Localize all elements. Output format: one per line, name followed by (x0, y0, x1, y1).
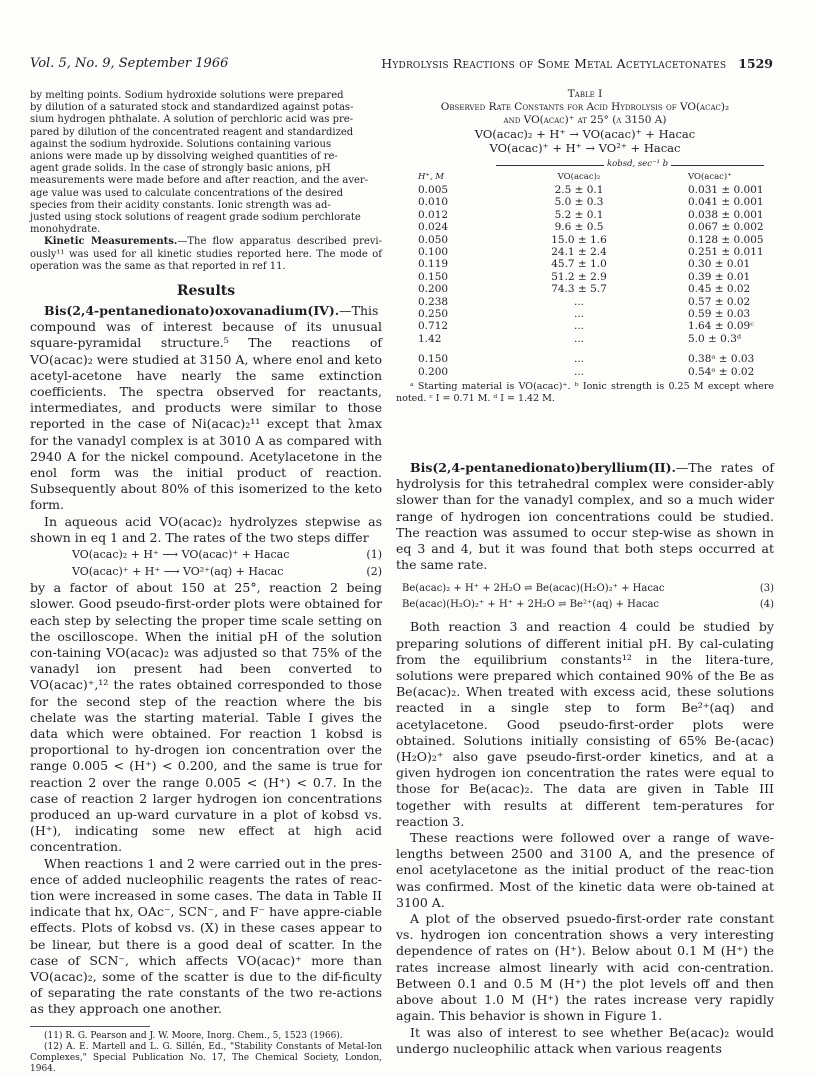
cell-b: 0.038 ± 0.001 (688, 208, 764, 221)
left-column (30, 90, 382, 1075)
table-label: Table I (567, 88, 603, 100)
table-row (396, 184, 774, 196)
kinetic-paragraph (30, 236, 382, 273)
cell-h: 0.119 (418, 258, 449, 271)
equation-text: VO(acac)₂ + H⁺ ⟶ VO(acac)⁺ + Hacac (72, 548, 290, 562)
beryllium-text: —The rates of hydrolysis for this tetrahedral complex were consider-ably slower than for the vanadyl complex, and so a much wider range of hydrogen ion concentrations could be studied. The reaction was assumed to occur step-wise as shown in eq 3 and 4, but it was found that both steps occurred at the same rate. (396, 460, 774, 573)
cell-a: ... (573, 295, 584, 308)
equation-text: VO(acac)⁺ + H⁺ ⟶ VO²⁺(aq) + Hacac (72, 565, 284, 579)
rate-table (396, 171, 774, 378)
cell-a: ... (573, 308, 584, 321)
cell-a: 2.5 ± 0.1 (554, 184, 604, 196)
col-header-h: H⁺, M (418, 172, 445, 182)
cell-a: 45.7 ± 1.0 (551, 258, 607, 271)
spacer-cell (396, 345, 774, 353)
cell-a: 74.3 ± 5.7 (551, 283, 607, 296)
equation-4 (396, 597, 774, 613)
table-header-row (396, 171, 774, 184)
footnote-rule (30, 1026, 150, 1027)
table-row (396, 308, 774, 320)
rate-factor-paragraph: by a factor of about 150 at 25°, reaction 2 being slower. Good pseudo-first-order plots were obtained for each step by selecting the proper time scale setting on the oscilloscope. When the initial pH of the solution con-taining VO(acac)₂ was adjusted so that 75% of the vanadyl ion present had been converted to VO(acac)⁺,¹² the rates obtained corresponded to those for the second step of the reaction where the bis chelate was the starting material. Table I gives the data which were obtained. For reaction 1 kobsd is proportional to hy-drogen ion concentration over the range 0.005 < (H⁺) < 0.200, and the same is true for reaction 2 over the range 0.005 < (H⁺) < 0.7. In the case of reaction 2 larger hydrogen ion concentrations produced an up-ward curvature in a plot of kobsd vs. (H⁺), indicating some new effect at high acid concentration. (30, 580, 382, 855)
col-header-vo-acac: VO(acac)⁺ (688, 172, 732, 182)
cell-h: 0.050 (418, 233, 449, 246)
table-caption-line-1: Observed Rate Constants for Acid Hydrolysis of VO(acac)₂ (440, 101, 730, 113)
table-spacer-row (396, 345, 774, 353)
cell-h: 0.712 (418, 320, 449, 333)
cell-b: 0.128 ± 0.005 (688, 233, 764, 246)
equation-text: Be(acac)₂ + H⁺ + 2H₂O ⇌ Be(acac)(H₂O)₂⁺ + Hacac (402, 583, 665, 595)
cell-b: 0.57 ± 0.02 (688, 295, 751, 308)
cell-h: 0.005 (418, 184, 449, 196)
cell-b: 0.59 ± 0.03 (688, 308, 751, 321)
wavelength-paragraph: These reactions were followed over a range of wave-lengths between 2500 and 3100 A, and the presence of enol acetylacetone as the initial product of the reac-tion was confirmed. Most of the kinetic data were ob-tained at 3100 A. (396, 830, 774, 910)
results-heading: Results (176, 283, 236, 300)
cell-b: 1.64 ± 0.09ᶜ (688, 320, 754, 333)
cell-h: 1.42 (418, 332, 442, 345)
methods-line: by melting points. Sodium hydroxide solutions were prepared (30, 90, 344, 101)
cell-h: 0.010 (418, 196, 449, 209)
running-header (381, 56, 773, 71)
kobsd-spanner (396, 159, 774, 171)
cell-a: ... (573, 320, 584, 333)
table-row (396, 234, 774, 246)
cell-b: 5.0 ± 0.3ᵈ (688, 332, 742, 345)
table-row (396, 333, 774, 345)
methods-line: pared by dilution of the concentrated reagent and standardized (30, 126, 354, 138)
cell-a: 51.2 ± 2.9 (551, 270, 607, 283)
vanadium-heading: Bis(2,4-pentanedionato)oxovanadium(IV). (44, 303, 340, 319)
table-row (396, 296, 774, 308)
table-row (396, 221, 774, 233)
nucleophile-paragraph: When reactions 1 and 2 were carried out in the pres-ence of added nucleophilic reagents the rates of reac-tion were increased in some cases. The data in Table II indicate that hx, OAc⁻, SCN⁻, and F⁻ have appre-ciable effects. Plots of kobsd vs. (X) in these cases appear to be linear, but there is a good deal of scatter. In the case of SCN⁻, which affects VO(acac)⁺ more than VO(acac)₂, some of the scatter is due to the dif-ficulty of separating the rate constants of the two re-actions as they approach one another. (30, 855, 382, 1017)
methods-line: by dilution of a saturated stock and standardized against potas- (30, 102, 354, 114)
cell-a: ... (573, 353, 584, 366)
table-reaction-1: VO(acac)₂ + H⁺ → VO(acac)⁺ + Hacac (474, 127, 696, 141)
right-column (396, 460, 774, 1057)
cell-a: ... (573, 332, 584, 345)
table-row (396, 196, 774, 208)
table-row (396, 246, 774, 258)
equation-1 (30, 546, 382, 563)
kinetic-text: —The flow apparatus described previ-ously¹¹ was used for all kinetic studies reported here. The mode of operation was the same as that reported in ref 11. (30, 236, 382, 272)
beryllium-paragraph (396, 460, 774, 573)
footnote-12: (12) A. E. Martell and L. G. Sillén, Ed., "Stability Constants of Metal-Ion Complexes," Special Publication No. 17, The Chemical Society, London, 1964. (30, 1041, 382, 1074)
methods-line: anions were made up by dissolving weighed quantities of re- (30, 151, 338, 163)
table-row (396, 320, 774, 332)
cell-b: 0.30 ± 0.01 (688, 258, 751, 271)
equation-spacer (396, 573, 774, 581)
cell-a: 24.1 ± 2.4 (551, 246, 607, 259)
cell-a: 9.6 ± 0.5 (554, 221, 604, 234)
cell-b: 0.031 ± 0.001 (688, 184, 764, 196)
methods-line: against the sodium hydroxide. Solutions containing various (30, 138, 332, 150)
cell-h: 0.150 (418, 270, 449, 283)
equation-2 (30, 563, 382, 580)
nucleophilic-attack-paragraph: It was also of interest to see whether Be(acac)₂ would undergo nucleophilic attack when various reagents (396, 1024, 774, 1056)
hydrolysis-paragraph: In aqueous acid VO(acac)₂ hydrolyzes stepwise as shown in eq 1 and 2. The rates of the two steps differ (30, 513, 382, 545)
kinetic-heading: Kinetic Measurements. (44, 236, 178, 248)
cell-h: 0.012 (418, 208, 449, 221)
methods-line: agent grade solids. In the case of strongly basic anions, pH (30, 163, 331, 175)
cell-h: 0.238 (418, 295, 449, 308)
methods-line: monohydrate. (30, 224, 101, 236)
equation-text: Be(acac)(H₂O)₂⁺ + H⁺ + 2H₂O ⇌ Be²⁺(aq) + Hacac (402, 599, 660, 611)
cell-a: ... (573, 365, 584, 378)
table-1 (396, 88, 774, 405)
table-row (396, 283, 774, 295)
table-row (396, 366, 774, 378)
methods-line: measurements were made before and after reaction, and the aver- (30, 175, 369, 187)
table-row (396, 258, 774, 270)
methods-paragraph (30, 90, 382, 236)
cell-b: 0.54ᵃ ± 0.02 (688, 365, 755, 378)
cell-h: 0.024 (418, 221, 449, 234)
footnote-11: (11) R. G. Pearson and J. W. Moore, Inorg. Chem., 5, 1523 (1966). (44, 1030, 343, 1041)
equation-number: (1) (366, 548, 382, 562)
cell-a: 5.2 ± 0.1 (554, 208, 604, 221)
cell-h: 0.200 (418, 365, 449, 378)
cell-b: 0.39 ± 0.01 (688, 270, 751, 283)
page-number: 1529 (738, 56, 773, 71)
equation-3 (396, 581, 774, 597)
cell-a: 15.0 ± 1.6 (551, 233, 607, 246)
cell-b: 0.45 ± 0.02 (688, 283, 751, 296)
table-caption-line-2: and VO(acac)⁺ at 25° (λ 3150 A) (503, 114, 667, 126)
equation-number: (3) (759, 583, 774, 595)
table-footnote: ᵃ Starting material is VO(acac)⁺. ᵇ Ionic strength is 0.25 M except where noted. ᶜ I = 0.71 M. ᵈ I = 1.42 M. (396, 381, 774, 404)
table-reaction-2: VO(acac)⁺ + H⁺ → VO²⁺ + Hacac (489, 141, 681, 155)
table-row (396, 353, 774, 365)
methods-line: sium hydrogen phthalate. A solution of perchloric acid was pre- (30, 114, 354, 126)
cell-h: 0.150 (418, 353, 449, 366)
methods-line: age value was used to calculate concentrations of the desired (30, 187, 343, 199)
running-header-volume: Vol. 5, No. 9, September 1966 (30, 56, 229, 71)
col-header-vo-acac2: VO(acac)₂ (557, 172, 601, 182)
vanadium-text: —This compound was of interest because of its unusual square-pyramidal structure.⁵ The reactions of VO(acac)₂ were studied at 3150 A, where enol and keto acetyl-acetone have nearly the same extinction coefficients. The spectra observed for reactants, intermediates, and products were similar to those reported in the case of Ni(acac)₂¹¹ except that λmax for the vanadyl complex is at 3010 A as compared with 2940 A for the nickel compound. Acetylacetone in the enol form was the initial product of reaction. Subsequently about 80% of this isomerized to the keto form. (30, 303, 382, 513)
table-row (396, 271, 774, 283)
cell-b: 0.041 ± 0.001 (688, 196, 764, 209)
kobsd-label: kobsd, sec⁻¹ b (604, 159, 671, 169)
vanadium-paragraph (30, 303, 382, 514)
methods-line: species from their acidity constants. Ionic strength was ad- (30, 199, 331, 211)
equation-number: (4) (759, 599, 774, 611)
both-reactions-paragraph: Both reaction 3 and reaction 4 could be studied by preparing solutions of different initial pH. By cal-culating from the equilibrium constants¹² in the litera-ture, solutions were prepared which contained 90% of the Be as Be(acac)₂. When treated with excess acid, these solutions reacted in a single step to form Be²⁺(aq) and acetylacetone. Good pseudo-first-order plots were obtained. Solutions initially consisting of 65% Be-(acac)(H₂O)₂⁺ also gave pseudo-first-order kinetics, and at a given hydrogen ion concentration the rates were equal to those for Be(acac)₂. The data are given in Table III together with results at different tem-peratures for reaction 3. (396, 619, 774, 829)
beryllium-heading: Bis(2,4-pentanedionato)beryllium(II). (410, 460, 676, 475)
cell-a: 5.0 ± 0.3 (554, 196, 604, 209)
cell-b: 0.38ᵃ ± 0.03 (688, 353, 755, 366)
cell-b: 0.067 ± 0.002 (688, 221, 764, 234)
cell-b: 0.251 ± 0.011 (688, 246, 764, 259)
methods-line: justed using stock solutions of reagent grade sodium perchlorate (30, 212, 361, 224)
table-row (396, 209, 774, 221)
running-header-title: Hydrolysis Reactions of Some Metal Acetylacetonates (381, 56, 727, 71)
cell-h: 0.250 (418, 308, 449, 321)
cell-h: 0.100 (418, 246, 449, 259)
rate-plot-paragraph: A plot of the observed psuedo-first-order rate constant vs. hydrogen ion concentration shows a very interesting dependence of rates on (H⁺). Below about 0.1 M (H⁺) the rates increase almost linearly with acid con-centration. Between 0.1 and 0.5 M (H⁺) the plot levels off and then above about 1.0 M (H⁺) the rates increase very rapidly again. This behavior is shown in Figure 1. (396, 911, 774, 1024)
cell-h: 0.200 (418, 283, 449, 296)
equation-number: (2) (366, 565, 382, 579)
